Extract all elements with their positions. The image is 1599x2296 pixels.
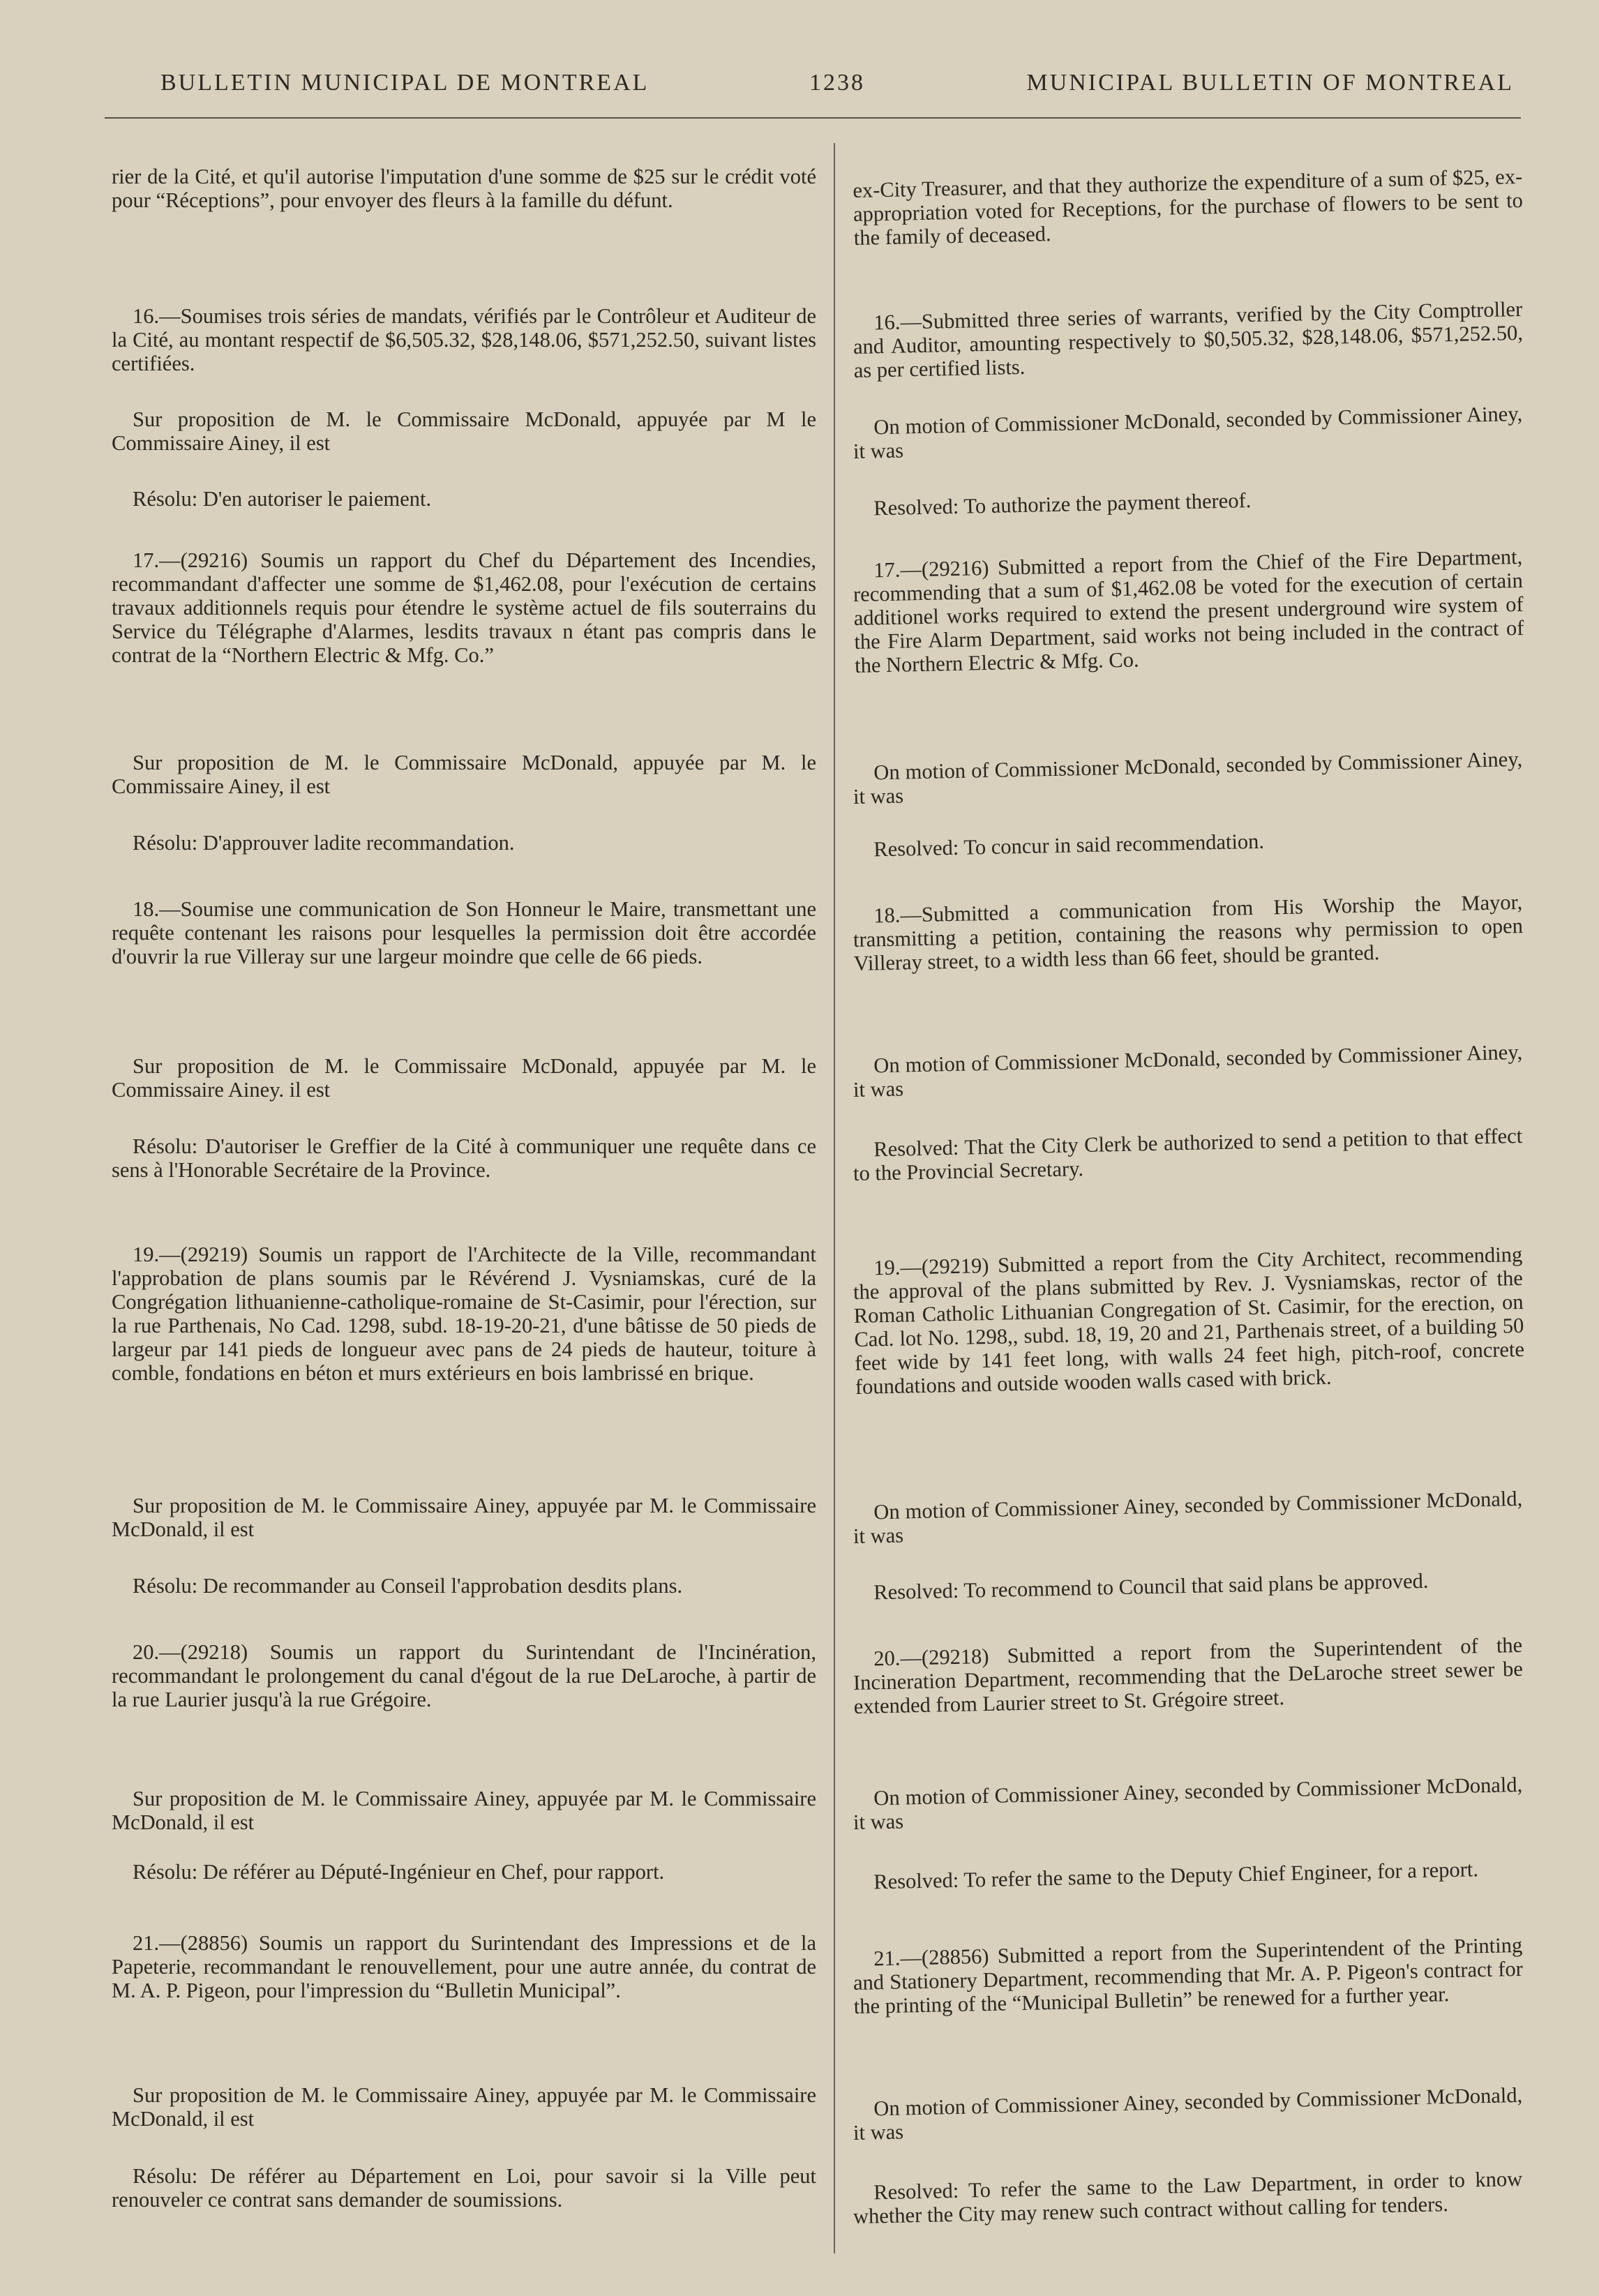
paragraph: Sur proposition de M. le Commissaire Ainey, appuyée par M. le Commissaire McDonald, il est bbox=[112, 2083, 816, 2131]
paragraph: On motion of Commissioner Ainey, seconded by Commissioner McDonald, it was bbox=[853, 1486, 1523, 1548]
paragraph: Résolu: D'approuver ladite recommandation. bbox=[133, 830, 515, 855]
paragraph: 17.—(29216) Soumis un rapport du Chef du Département des Incendies, recommandant d'affecter une somme de $1,462.08, pour l'exécution de certains travaux additionnels requis pour étendre le système actuel de fils souterrains du Service du Télégraphe d'Alarmes, lesdits travaux n étant pas compris dans le contrat de la “Northern Electric & Mfg. Co.” bbox=[112, 548, 816, 667]
paragraph: 20.—(29218) Soumis un rapport du Surintendant de l'Incinération, recommandant le prolongement du canal d'égout de la rue DeLaroche, à partir de la rue Laurier jusqu'à la rue Grégoire. bbox=[112, 1640, 816, 1711]
paragraph: Sur proposition de M. le Commissaire McDonald, appuyée par M le Commissaire Ainey, il est bbox=[112, 407, 816, 455]
column-divider bbox=[834, 143, 835, 2253]
paragraph: On motion of Commissioner McDonald, seconded by Commissioner Ainey, it was bbox=[853, 746, 1523, 809]
paragraph: 18.—Soumise une communication de Son Honneur le Maire, transmettant une requête contenant les raisons pour lesquelles la permission doit être accordée d'ouvrir la rue Villeray sur une largeur moindre que celle de 66 pieds. bbox=[112, 896, 816, 968]
page-header bbox=[126, 70, 1514, 112]
paragraph: Resolved: To concur in said recommendation. bbox=[873, 829, 1265, 861]
paragraph: 19.—(29219) Soumis un rapport de l'Architecte de la Ville, recommandant l'approbation de plans soumis par le Révérend J. Vysniamskas, curé de la Congrégation lithuanienne-catholique-romaine de St-Casimir, pour l'érection, sur la rue Parthenais, No Cad. 1298, subd. 18-19-20-21, d'une bâtisse de 50 pieds de largeur par 141 pieds de longueur avec pans de 24 pieds de hauteur, toiture à comble, fondations en béton et murs extérieurs en bois lambrissé en brique. bbox=[112, 1242, 816, 1385]
header-title-english: MUNICIPAL BULLETIN OF MONTREAL bbox=[1026, 70, 1514, 96]
paragraph: rier de la Cité, et qu'il autorise l'imputation d'une somme de $25 sur le crédit voté pour “Réceptions”, pour envoyer des fleurs à la famille du défunt. bbox=[112, 164, 816, 212]
paragraph: Resolved: To authorize the payment thereof. bbox=[873, 488, 1252, 520]
paragraph: On motion of Commissioner Ainey, seconded by Commissioner McDonald, it was bbox=[853, 2083, 1523, 2145]
paragraph: Résolu: D'autoriser le Greffier de la Cité à communiquer une requête dans ce sens à l'Honorable Secrétaire de la Province. bbox=[112, 1134, 816, 1182]
paragraph: Resolved: To recommend to Council that said plans be approved. bbox=[873, 1568, 1429, 1604]
paragraph: Sur proposition de M. le Commissaire McDonald, appuyée par M. le Commissaire Ainey. il est bbox=[112, 1053, 816, 1102]
paragraph: Résolu: De recommander au Conseil l'approbation desdits plans. bbox=[133, 1573, 683, 1598]
paragraph: 21.—(28856) Soumis un rapport du Surintendant des Impressions et de la Papeterie, recommandant le renouvellement, pour une autre année, du contrat de M. A. P. Pigeon, pour l'impression du “Bulletin Municipal”. bbox=[112, 1930, 816, 2002]
paragraph: Resolved: To refer the same to the Law Department, in order to know whether the City may renew such contract without calling for tenders. bbox=[853, 2166, 1523, 2228]
paragraph: ex-City Treasurer, and that they authorize the expenditure of a sum of $25, ex-appropriation voted for Receptions, for the purchase of flowers to be sent to the family of deceased. bbox=[853, 164, 1524, 250]
paragraph: On motion of Commissioner Ainey, seconded by Commissioner McDonald, it was bbox=[853, 1772, 1523, 1834]
paragraph: 16.—Soumises trois séries de mandats, vérifiés par le Contrôleur et Auditeur de la Cité, au montant respectif de $6,505.32, $28,148.06, $571,252.50, suivant listes certifiées. bbox=[112, 303, 816, 375]
paragraph: 17.—(29216) Submitted a report from the Chief of the Fire Department, recommending that a sum of $1,462.08 be voted for the execution of certain additionel works required to extend the present underground wire system of the Fire Alarm Department, said works not being included in the contract of the Northern Electric & Mfg. Co. bbox=[853, 544, 1524, 677]
paragraph: Résolu: De référer au Département en Loi, pour savoir si la Ville peut renouveler ce contrat sans demander de soumissions. bbox=[112, 2163, 816, 2212]
paragraph: On motion of Commissioner McDonald, seconded by Commissioner Ainey, it was bbox=[853, 401, 1523, 463]
paragraph: Sur proposition de M. le Commissaire Ainey, appuyée par M. le Commissaire McDonald, il est bbox=[112, 1786, 816, 1834]
paragraph: 18.—Submitted a communication from His Worship the Mayor, transmitting a petition, containing the reasons why permission to open Villeray street, to a width less than 66 feet, should be granted. bbox=[853, 890, 1524, 975]
header-title-french: BULLETIN MUNICIPAL DE MONTREAL bbox=[160, 70, 650, 96]
paragraph: 16.—Submitted three series of warrants, verified by the City Comptroller and Auditor, amounting respectively to $0,505.32, $28,148.06, $571,252.50, as per certified lists. bbox=[853, 297, 1524, 382]
paragraph: On motion of Commissioner McDonald, seconded by Commissioner Ainey, it was bbox=[853, 1040, 1523, 1102]
paragraph: Résolu: D'en autoriser le paiement. bbox=[133, 486, 432, 511]
page-number: 1238 bbox=[809, 70, 865, 96]
paragraph: Résolu: De référer au Député-Ingénieur en Chef, pour rapport. bbox=[133, 1859, 665, 1884]
paragraph: 19.—(29219) Submitted a report from the City Architect, recommending the approval of the plans submitted by Rev. J. Vysniamskas, rector of the Roman Catholic Lithuanian Congregation of St. Casimir, for the erection, on Cad. lot No. 1298,, subd. 18, 19, 20 and 21, Parthenais street, of a building 50 feet wide by 141 feet long, with walls 24 feet high, pitch-roof, concrete foundations and outside wooden walls cased with brick. bbox=[853, 1242, 1525, 1399]
paragraph: 21.—(28856) Submitted a report from the Superintendent of the Printing and Stationery Department, recommending that Mr. A. P. Pigeon's contract for the printing of the “Municipal Bulletin” be renewed for a further year. bbox=[853, 1933, 1524, 2018]
paragraph: Resolved: To refer the same to the Deputy Chief Engineer, for a report. bbox=[873, 1856, 1479, 1893]
paragraph: Resolved: That the City Clerk be authorized to send a petition to that effect to the Provincial Secretary. bbox=[853, 1123, 1523, 1185]
header-rule bbox=[105, 117, 1521, 119]
paragraph: Sur proposition de M. le Commissaire Ainey, appuyée par M. le Commissaire McDonald, il est bbox=[112, 1493, 816, 1541]
paragraph: Sur proposition de M. le Commissaire McDonald, appuyée par M. le Commissaire Ainey, il est bbox=[112, 750, 816, 798]
paragraph: 20.—(29218) Submitted a report from the Superintendent of the Incineration Department, recommending that the DeLaroche street sewer be extended from Laurier street to St. Grégoire street. bbox=[853, 1633, 1524, 1718]
